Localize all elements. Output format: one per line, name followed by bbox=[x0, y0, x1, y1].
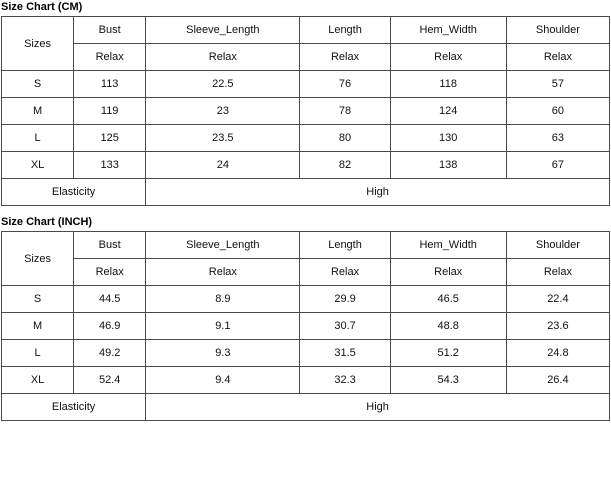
cell-sleeve-length: 9.4 bbox=[146, 367, 300, 394]
cell-sleeve-length: 24 bbox=[146, 152, 300, 179]
column-header-sleeve-length: Sleeve_Length bbox=[146, 17, 300, 44]
cell-length: 29.9 bbox=[300, 286, 390, 313]
cell-bust: 49.2 bbox=[74, 340, 146, 367]
cell-hem-width: 118 bbox=[390, 71, 506, 98]
cell-sleeve-length: 23 bbox=[146, 98, 300, 125]
column-header-sizes: Sizes bbox=[2, 232, 74, 286]
cell-length: 82 bbox=[300, 152, 390, 179]
size-chart-inch-table bbox=[1, 231, 610, 421]
cell-bust: 44.5 bbox=[74, 286, 146, 313]
table-row bbox=[2, 313, 610, 340]
cell-length: 80 bbox=[300, 125, 390, 152]
column-header-sizes: Sizes bbox=[2, 17, 74, 71]
cell-length: 31.5 bbox=[300, 340, 390, 367]
size-chart-cm-title: Size Chart (CM) bbox=[1, 1, 83, 13]
table-subheader-row bbox=[2, 259, 610, 286]
section-spacer bbox=[0, 206, 611, 215]
subheader-shoulder-relax: Relax bbox=[506, 44, 609, 71]
cell-shoulder: 63 bbox=[506, 125, 609, 152]
cell-sleeve-length: 22.5 bbox=[146, 71, 300, 98]
cell-shoulder: 57 bbox=[506, 71, 609, 98]
cell-hem-width: 51.2 bbox=[390, 340, 506, 367]
cell-bust: 113 bbox=[74, 71, 146, 98]
elasticity-value: High bbox=[146, 394, 610, 421]
table-row bbox=[2, 98, 610, 125]
cell-length: 30.7 bbox=[300, 313, 390, 340]
table-row bbox=[2, 286, 610, 313]
row-size-label: M bbox=[2, 313, 74, 340]
column-header-length: Length bbox=[300, 232, 390, 259]
column-header-shoulder: Shoulder bbox=[506, 17, 609, 44]
column-header-hem-width: Hem_Width bbox=[390, 232, 506, 259]
row-size-label: L bbox=[2, 340, 74, 367]
cell-length: 76 bbox=[300, 71, 390, 98]
cell-bust: 52.4 bbox=[74, 367, 146, 394]
cell-hem-width: 124 bbox=[390, 98, 506, 125]
cell-sleeve-length: 23.5 bbox=[146, 125, 300, 152]
elasticity-label: Elasticity bbox=[2, 179, 146, 206]
cell-bust: 46.9 bbox=[74, 313, 146, 340]
table-footer-row bbox=[2, 179, 610, 206]
cell-shoulder: 23.6 bbox=[506, 313, 609, 340]
subheader-sleeve-relax: Relax bbox=[146, 259, 300, 286]
size-chart-inch-title: Size Chart (INCH) bbox=[1, 216, 93, 228]
row-size-label: XL bbox=[2, 152, 74, 179]
cell-shoulder: 26.4 bbox=[506, 367, 609, 394]
column-header-length: Length bbox=[300, 17, 390, 44]
subheader-bust-relax: Relax bbox=[74, 259, 146, 286]
row-size-label: L bbox=[2, 125, 74, 152]
cell-bust: 125 bbox=[74, 125, 146, 152]
cell-hem-width: 46.5 bbox=[390, 286, 506, 313]
table-row bbox=[2, 125, 610, 152]
subheader-bust-relax: Relax bbox=[74, 44, 146, 71]
table-row bbox=[2, 152, 610, 179]
cell-bust: 133 bbox=[74, 152, 146, 179]
cell-hem-width: 130 bbox=[390, 125, 506, 152]
row-size-label: S bbox=[2, 286, 74, 313]
table-header-row bbox=[2, 17, 610, 44]
subheader-sleeve-relax: Relax bbox=[146, 44, 300, 71]
elasticity-value: High bbox=[146, 179, 610, 206]
cell-shoulder: 24.8 bbox=[506, 340, 609, 367]
size-chart-cm-table bbox=[1, 16, 610, 206]
row-size-label: M bbox=[2, 98, 74, 125]
column-header-bust: Bust bbox=[74, 17, 146, 44]
cell-shoulder: 22.4 bbox=[506, 286, 609, 313]
cell-length: 78 bbox=[300, 98, 390, 125]
subheader-shoulder-relax: Relax bbox=[506, 259, 609, 286]
column-header-shoulder: Shoulder bbox=[506, 232, 609, 259]
subheader-hem-relax: Relax bbox=[390, 44, 506, 71]
cell-shoulder: 60 bbox=[506, 98, 609, 125]
table-row bbox=[2, 340, 610, 367]
table-row bbox=[2, 367, 610, 394]
cell-shoulder: 67 bbox=[506, 152, 609, 179]
cell-hem-width: 54.3 bbox=[390, 367, 506, 394]
cell-hem-width: 48.8 bbox=[390, 313, 506, 340]
column-header-hem-width: Hem_Width bbox=[390, 17, 506, 44]
table-footer-row bbox=[2, 394, 610, 421]
row-size-label: S bbox=[2, 71, 74, 98]
cell-sleeve-length: 9.1 bbox=[146, 313, 300, 340]
table-header-row bbox=[2, 232, 610, 259]
subheader-hem-relax: Relax bbox=[390, 259, 506, 286]
cell-length: 32.3 bbox=[300, 367, 390, 394]
subheader-length-relax: Relax bbox=[300, 259, 390, 286]
table-subheader-row bbox=[2, 44, 610, 71]
cell-bust: 119 bbox=[74, 98, 146, 125]
column-header-bust: Bust bbox=[74, 232, 146, 259]
cell-sleeve-length: 8.9 bbox=[146, 286, 300, 313]
table-row bbox=[2, 71, 610, 98]
row-size-label: XL bbox=[2, 367, 74, 394]
cell-sleeve-length: 9.3 bbox=[146, 340, 300, 367]
elasticity-label: Elasticity bbox=[2, 394, 146, 421]
subheader-length-relax: Relax bbox=[300, 44, 390, 71]
column-header-sleeve-length: Sleeve_Length bbox=[146, 232, 300, 259]
cell-hem-width: 138 bbox=[390, 152, 506, 179]
